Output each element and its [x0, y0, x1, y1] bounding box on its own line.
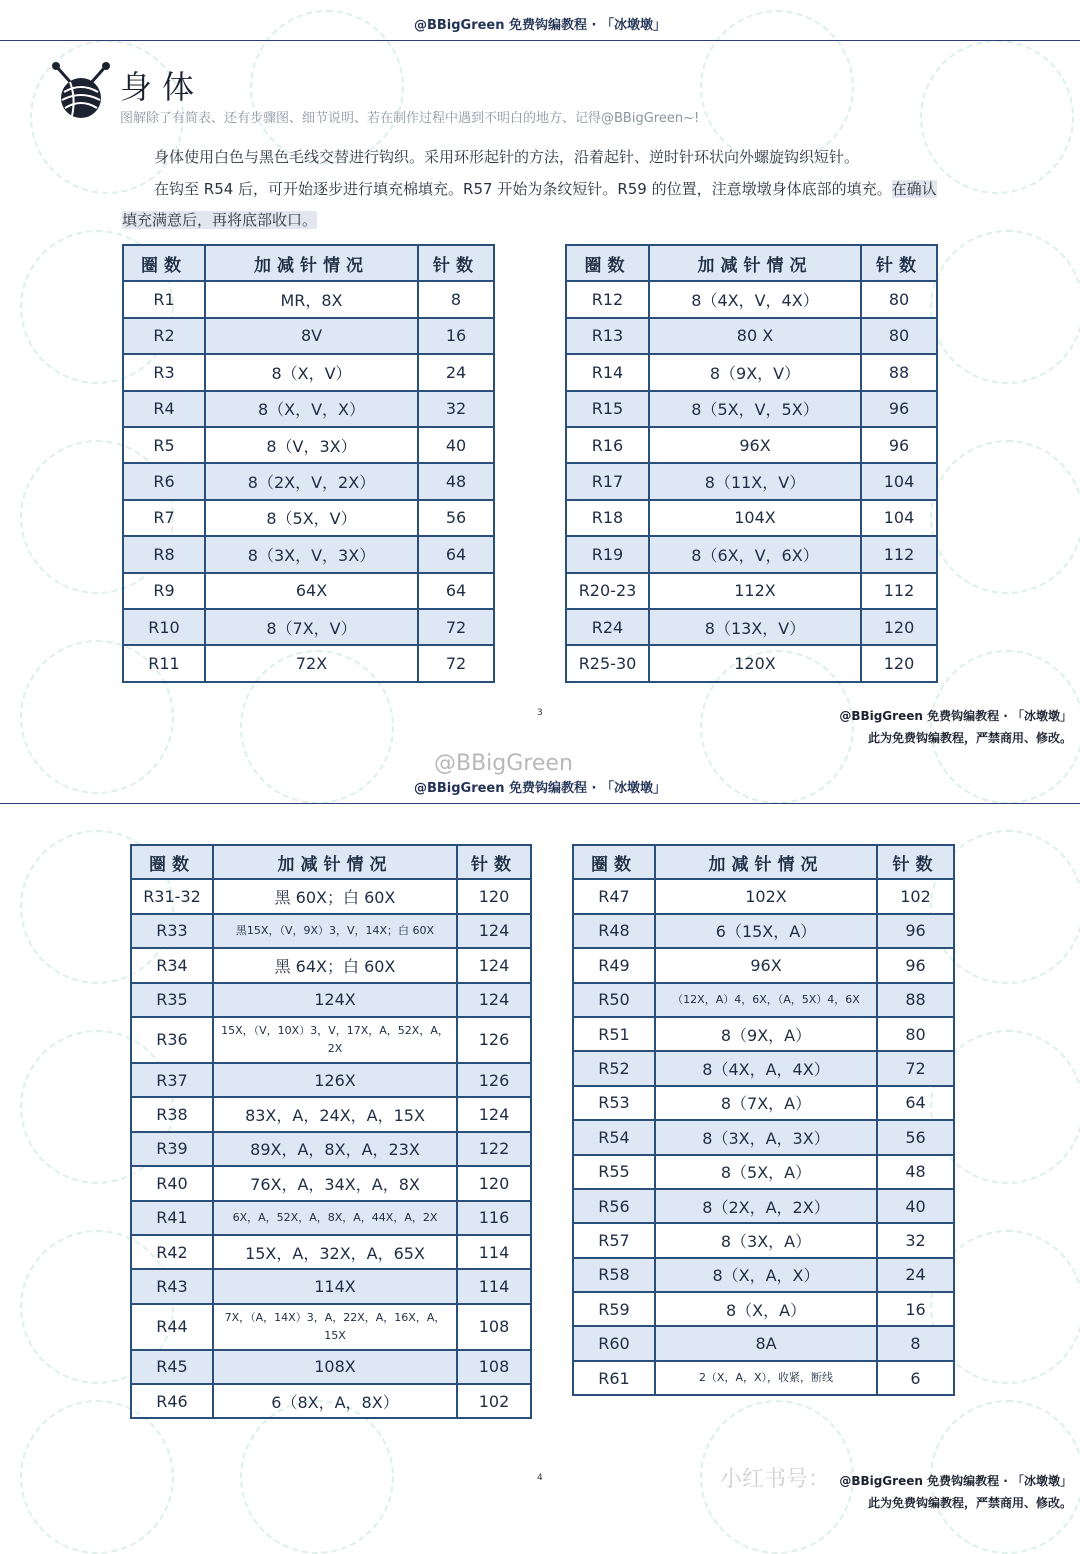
round-cell: R14 — [566, 354, 649, 390]
change-cell: 8（X，V，X） — [205, 391, 418, 427]
table-row — [566, 427, 937, 463]
count-cell: 104 — [861, 463, 937, 499]
table-row — [573, 1361, 954, 1395]
table-row — [566, 391, 937, 427]
column-header-count: 针数 — [457, 845, 531, 879]
table-row — [131, 1097, 531, 1131]
change-cell: 89X，A，8X，A，23X — [213, 1132, 457, 1166]
round-cell: R17 — [566, 463, 649, 499]
count-cell: 102 — [457, 1384, 531, 1418]
table-row — [131, 1235, 531, 1269]
page-footer-2 — [839, 1470, 1072, 1514]
count-cell: 6 — [877, 1361, 954, 1395]
count-cell: 24 — [877, 1258, 954, 1292]
count-cell: 88 — [877, 983, 954, 1017]
round-cell: R31-32 — [131, 879, 213, 913]
change-cell: 黑 60X；白 60X — [213, 879, 457, 913]
count-cell: 72 — [877, 1051, 954, 1085]
rounds-table-1 — [122, 244, 495, 683]
column-header-round: 圈数 — [131, 845, 213, 879]
count-cell: 32 — [877, 1223, 954, 1257]
round-cell: R4 — [123, 391, 205, 427]
round-cell: R60 — [573, 1326, 655, 1360]
count-cell: 40 — [418, 427, 494, 463]
count-cell: 122 — [457, 1132, 531, 1166]
round-cell: R18 — [566, 500, 649, 536]
footer-line-2: 此为免费钩编教程，严禁商用、修改。 — [867, 731, 1072, 745]
change-cell: 83X，A，24X，A，15X — [213, 1097, 457, 1131]
change-cell: 8（V，3X） — [205, 427, 418, 463]
table-row — [573, 1017, 954, 1051]
table-row — [573, 914, 954, 948]
xiaohongshu-watermark: 小红书号： — [720, 1467, 831, 1492]
table-row — [573, 983, 954, 1017]
rounds-table-4 — [572, 844, 955, 1396]
count-cell: 114 — [457, 1235, 531, 1269]
count-cell: 102 — [877, 879, 954, 913]
count-cell: 16 — [877, 1292, 954, 1326]
change-cell: 7X，（A，14X）3，A，22X，A，16X，A，15X — [213, 1304, 457, 1350]
change-cell: 8（X，A，X） — [655, 1258, 877, 1292]
round-cell: R54 — [573, 1120, 655, 1154]
table-row — [123, 281, 494, 317]
table-row — [131, 1304, 531, 1350]
table-row — [123, 318, 494, 354]
table-row — [573, 1223, 954, 1257]
column-header-change: 加减针情况 — [205, 245, 418, 281]
round-cell: R50 — [573, 983, 655, 1017]
count-cell: 108 — [457, 1350, 531, 1384]
round-cell: R8 — [123, 536, 205, 572]
table-row — [566, 536, 937, 572]
column-header-round: 圈数 — [123, 245, 205, 281]
table-row — [123, 427, 494, 463]
round-cell: R42 — [131, 1235, 213, 1269]
count-cell: 120 — [457, 1166, 531, 1200]
change-cell: 8（7X，V） — [205, 609, 418, 645]
count-cell: 112 — [861, 573, 937, 609]
table-row — [131, 914, 531, 948]
count-cell: 126 — [457, 1063, 531, 1097]
change-cell: 124X — [213, 983, 457, 1017]
intro-paragraph-2 — [154, 178, 937, 199]
change-cell: 8（11X，V） — [649, 463, 861, 499]
count-cell: 124 — [457, 1097, 531, 1131]
change-cell: 8（3X，A，3X） — [655, 1120, 877, 1154]
table-row — [131, 1063, 531, 1097]
footer-line-1: @BBigGreen 免费钩编教程 · 「冰墩墩」 — [839, 1474, 1072, 1488]
yarn-ball-icon — [50, 60, 112, 122]
count-cell: 120 — [457, 879, 531, 913]
table-row — [573, 948, 954, 982]
round-cell: R11 — [123, 645, 205, 681]
change-cell: 8（7X，A） — [655, 1086, 877, 1120]
round-cell: R10 — [123, 609, 205, 645]
table-row — [131, 1350, 531, 1384]
change-cell: 8（4X，V，4X） — [649, 281, 861, 317]
count-cell: 40 — [877, 1189, 954, 1223]
round-cell: R2 — [123, 318, 205, 354]
table-row — [131, 948, 531, 982]
change-cell: 8（4X，A，4X） — [655, 1051, 877, 1085]
count-cell: 114 — [457, 1269, 531, 1303]
round-cell: R20-23 — [566, 573, 649, 609]
round-cell: R19 — [566, 536, 649, 572]
table-row — [573, 1292, 954, 1326]
table-row — [566, 463, 937, 499]
round-cell: R57 — [573, 1223, 655, 1257]
change-cell: 8（2X，A，2X） — [655, 1189, 877, 1223]
column-header-change: 加减针情况 — [213, 845, 457, 879]
change-cell: 8V — [205, 318, 418, 354]
round-cell: R53 — [573, 1086, 655, 1120]
column-header-count: 针数 — [877, 845, 954, 879]
footer-line-2: 此为免费钩编教程，严禁商用、修改。 — [867, 1496, 1072, 1510]
change-cell: 8（5X，V） — [205, 500, 418, 536]
count-cell: 112 — [861, 536, 937, 572]
intro-paragraph-1: 身体使用白色与黑色毛线交替进行钩织。采用环形起针的方法，沿着起针、逆时针环状向外螺旋钩织短针。 — [154, 148, 860, 166]
table-row — [573, 1051, 954, 1085]
table-row — [123, 609, 494, 645]
count-cell: 48 — [418, 463, 494, 499]
count-cell: 64 — [877, 1086, 954, 1120]
page-header-2: @BBigGreen 免费钩编教程 · 「冰墩墩」 — [413, 781, 667, 796]
table-row — [131, 1166, 531, 1200]
table-row — [566, 609, 937, 645]
count-cell: 126 — [457, 1017, 531, 1063]
table-row — [123, 500, 494, 536]
table-row — [123, 391, 494, 427]
column-header-count: 针数 — [418, 245, 494, 281]
table-row — [123, 354, 494, 390]
count-cell: 8 — [418, 281, 494, 317]
round-cell: R1 — [123, 281, 205, 317]
change-cell: 15X，（V，10X）3，V，17X，A，52X，A，2X — [213, 1017, 457, 1063]
page-number: 3 — [537, 708, 543, 718]
change-cell: 8（9X，A） — [655, 1017, 877, 1051]
round-cell: R36 — [131, 1017, 213, 1063]
change-cell: 8（9X，V） — [649, 354, 861, 390]
table-row — [566, 281, 937, 317]
column-header-change: 加减针情况 — [655, 845, 877, 879]
table-row — [131, 879, 531, 913]
page-header: @BBigGreen 免费钩编教程 · 「冰墩墩」 — [413, 18, 667, 33]
change-cell: 112X — [649, 573, 861, 609]
round-cell: R34 — [131, 948, 213, 982]
count-cell: 32 — [418, 391, 494, 427]
round-cell: R7 — [123, 500, 205, 536]
header-divider-2 — [0, 803, 1080, 804]
table-row — [573, 1120, 954, 1154]
round-cell: R44 — [131, 1304, 213, 1350]
round-cell: R47 — [573, 879, 655, 913]
count-cell: 96 — [877, 914, 954, 948]
change-cell: 76X，A，34X，A，8X — [213, 1166, 457, 1200]
count-cell: 80 — [861, 281, 937, 317]
round-cell: R3 — [123, 354, 205, 390]
page-number-2: 4 — [537, 1473, 543, 1483]
change-cell: 6（15X，A） — [655, 914, 877, 948]
intro-paragraph-2-text: 在钩至 R54 后，可开始逐步进行填充棉填充。R57 开始为条纹短针。R59 的位置，注意墩墩身体底部的填充。 — [154, 180, 892, 198]
round-cell: R39 — [131, 1132, 213, 1166]
table-row — [131, 1384, 531, 1418]
change-cell: 8（5X，V，5X） — [649, 391, 861, 427]
table-row — [123, 463, 494, 499]
round-cell: R41 — [131, 1201, 213, 1235]
table-row — [131, 1201, 531, 1235]
count-cell: 104 — [861, 500, 937, 536]
table-row — [566, 318, 937, 354]
change-cell: 8（X，A） — [655, 1292, 877, 1326]
table-row — [573, 1326, 954, 1360]
column-header-round: 圈数 — [573, 845, 655, 879]
round-cell: R15 — [566, 391, 649, 427]
table-row — [123, 645, 494, 681]
change-cell: 80 X — [649, 318, 861, 354]
change-cell: 104X — [649, 500, 861, 536]
table-row — [131, 1017, 531, 1063]
count-cell: 96 — [877, 948, 954, 982]
change-cell: 64X — [205, 573, 418, 609]
count-cell: 72 — [418, 645, 494, 681]
round-cell: R38 — [131, 1097, 213, 1131]
round-cell: R55 — [573, 1155, 655, 1189]
round-cell: R46 — [131, 1384, 213, 1418]
round-cell: R24 — [566, 609, 649, 645]
weibo-watermark: @BBigGreen — [434, 751, 573, 776]
round-cell: R16 — [566, 427, 649, 463]
change-cell: 102X — [655, 879, 877, 913]
round-cell: R48 — [573, 914, 655, 948]
round-cell: R59 — [573, 1292, 655, 1326]
table-row — [131, 1269, 531, 1303]
change-cell: 8（2X，V，2X） — [205, 463, 418, 499]
count-cell: 48 — [877, 1155, 954, 1189]
table-row — [573, 1258, 954, 1292]
rounds-table-2 — [565, 244, 938, 683]
table-row — [566, 573, 937, 609]
change-cell: （12X，A）4，6X，（A，5X）4，6X — [655, 983, 877, 1017]
change-cell: 8（6X，V，6X） — [649, 536, 861, 572]
table-row — [566, 500, 937, 536]
change-cell: 8（X，V） — [205, 354, 418, 390]
header-divider — [0, 40, 1080, 41]
round-cell: R40 — [131, 1166, 213, 1200]
intro-paragraph-3: 填充满意后，再将底部收口。 — [122, 211, 318, 229]
table-row — [131, 1132, 531, 1166]
round-cell: R35 — [131, 983, 213, 1017]
change-cell: 114X — [213, 1269, 457, 1303]
round-cell: R56 — [573, 1189, 655, 1223]
table-row — [573, 1086, 954, 1120]
count-cell: 64 — [418, 536, 494, 572]
round-cell: R6 — [123, 463, 205, 499]
count-cell: 96 — [861, 427, 937, 463]
change-cell: MR，8X — [205, 281, 418, 317]
change-cell: 126X — [213, 1063, 457, 1097]
intro-paragraph-2-highlight: 在确认 — [891, 180, 937, 198]
count-cell: 64 — [418, 573, 494, 609]
table-row — [573, 1189, 954, 1223]
change-cell: 黑15X，（V，9X）3，V，14X；白 60X — [213, 914, 457, 948]
rounds-table-3 — [130, 844, 532, 1419]
count-cell: 24 — [418, 354, 494, 390]
change-cell: 6（8X，A，8X） — [213, 1384, 457, 1418]
change-cell: 108X — [213, 1350, 457, 1384]
count-cell: 124 — [457, 948, 531, 982]
table-row — [566, 645, 937, 681]
count-cell: 120 — [861, 645, 937, 681]
round-cell: R37 — [131, 1063, 213, 1097]
table-row — [131, 983, 531, 1017]
count-cell: 16 — [418, 318, 494, 354]
count-cell: 108 — [457, 1304, 531, 1350]
count-cell: 8 — [877, 1326, 954, 1360]
table-row — [123, 573, 494, 609]
change-cell: 8A — [655, 1326, 877, 1360]
round-cell: R52 — [573, 1051, 655, 1085]
round-cell: R45 — [131, 1350, 213, 1384]
round-cell: R49 — [573, 948, 655, 982]
page-footer — [839, 705, 1072, 749]
count-cell: 116 — [457, 1201, 531, 1235]
count-cell: 56 — [877, 1120, 954, 1154]
round-cell: R12 — [566, 281, 649, 317]
change-cell: 96X — [655, 948, 877, 982]
column-header-count: 针数 — [861, 245, 937, 281]
change-cell: 6X，A，52X，A，8X，A，44X，A，2X — [213, 1201, 457, 1235]
round-cell: R43 — [131, 1269, 213, 1303]
change-cell: 8（3X，V，3X） — [205, 536, 418, 572]
round-cell: R33 — [131, 914, 213, 948]
count-cell: 124 — [457, 914, 531, 948]
change-cell: 15X，A，32X，A，65X — [213, 1235, 457, 1269]
count-cell: 56 — [418, 500, 494, 536]
count-cell: 124 — [457, 983, 531, 1017]
round-cell: R13 — [566, 318, 649, 354]
round-cell: R51 — [573, 1017, 655, 1051]
column-header-round: 圈数 — [566, 245, 649, 281]
count-cell: 88 — [861, 354, 937, 390]
round-cell: R58 — [573, 1258, 655, 1292]
change-cell: 8（13X，V） — [649, 609, 861, 645]
count-cell: 80 — [861, 318, 937, 354]
change-cell: 72X — [205, 645, 418, 681]
count-cell: 120 — [861, 609, 937, 645]
change-cell: 8（5X，A） — [655, 1155, 877, 1189]
section-title: 身体 — [120, 68, 205, 106]
column-header-change: 加减针情况 — [649, 245, 861, 281]
round-cell: R25-30 — [566, 645, 649, 681]
count-cell: 96 — [861, 391, 937, 427]
table-row — [566, 354, 937, 390]
round-cell: R5 — [123, 427, 205, 463]
round-cell: R61 — [573, 1361, 655, 1395]
round-cell: R9 — [123, 573, 205, 609]
table-row — [123, 536, 494, 572]
count-cell: 72 — [418, 609, 494, 645]
count-cell: 80 — [877, 1017, 954, 1051]
table-row — [573, 1155, 954, 1189]
section-subtitle: 图解除了有简表、还有步骤图、细节说明、若在制作过程中遇到不明白的地方、记得@BBigGreen~! — [120, 111, 700, 126]
footer-line-1: @BBigGreen 免费钩编教程 · 「冰墩墩」 — [839, 709, 1072, 723]
change-cell: 120X — [649, 645, 861, 681]
change-cell: 2（X，A，X），收紧，断线 — [655, 1361, 877, 1395]
change-cell: 8（3X，A） — [655, 1223, 877, 1257]
change-cell: 96X — [649, 427, 861, 463]
change-cell: 黑 64X；白 60X — [213, 948, 457, 982]
table-row — [573, 879, 954, 913]
